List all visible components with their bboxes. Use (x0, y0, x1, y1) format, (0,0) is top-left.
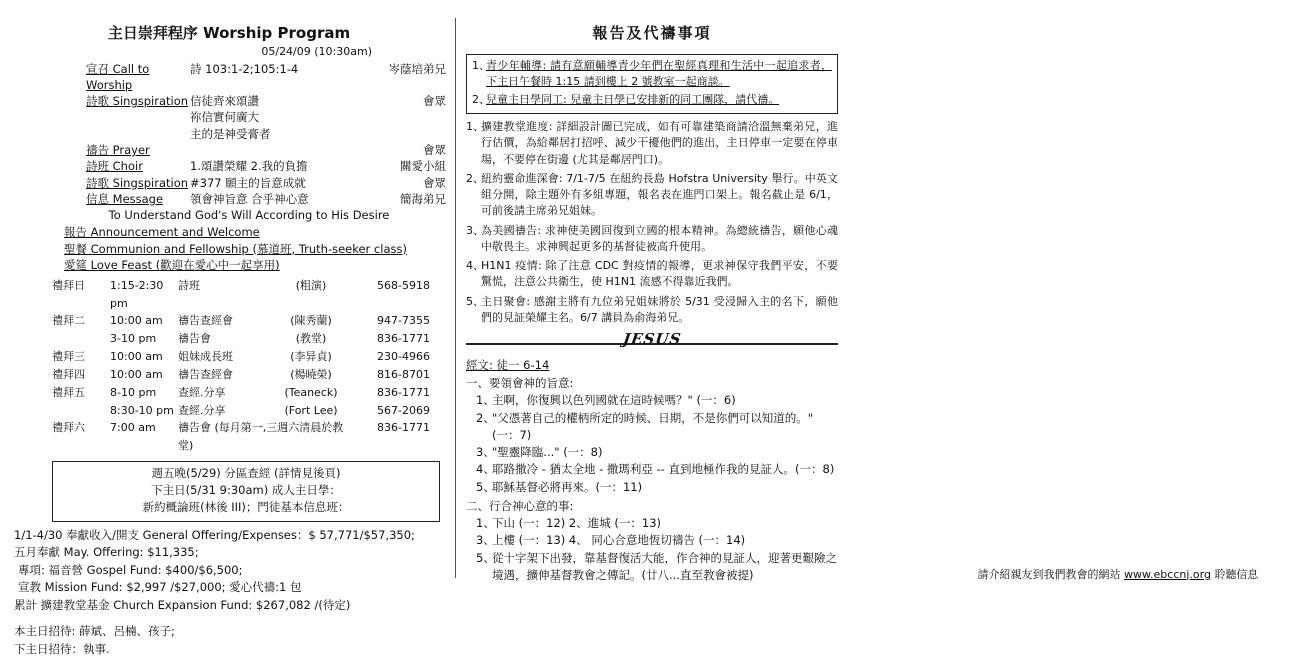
order-detail: 祢信實何廣大 (190, 110, 259, 125)
table-row (52, 419, 450, 455)
announcement-number: 2、 (466, 171, 484, 185)
event-line: 新約概論班(林後 III)；門徒基本信息班： (142, 500, 350, 515)
outline-heading: 二、行合神心意的事: (466, 498, 574, 513)
outline-heading: 一、要領會神的旨意: (466, 376, 574, 391)
announcement-list (466, 119, 838, 326)
order-detail: #377 願主的旨意成就 (190, 175, 306, 190)
meeting-phone: 836-1771 (377, 385, 430, 399)
table-row (52, 348, 450, 366)
announcement-text: 青少年輔導: 請有意願輔導青少年們在聖經真理和生活中一起追求者，下主日午餐時 1:15 請到樓上 2 號教室一起商談。 (486, 58, 832, 88)
section-love-feast: 愛筵 Love Feast (歡迎在愛心中一起享用) (64, 258, 280, 273)
outline-number: 5、 (476, 479, 495, 494)
outline-number: 4、 (476, 462, 495, 477)
order-label: 宣召 Call to Worship (86, 61, 150, 92)
announcement-item (466, 223, 838, 256)
meeting-day: 禮拜三 (52, 350, 85, 364)
outline-text: 主啊，你復興以色列國就在這時候嗎？" (一：6) (492, 393, 736, 408)
order-row (86, 109, 450, 125)
outline-item (476, 479, 838, 496)
announcement-number: 1、 (472, 58, 490, 72)
outline-text: 從十字架下出發，靠基督復活大能，作合神的見証人，迎著更艱險之境遇，擴伸基督教會之傳記。(廿八...直至教會被提) (492, 550, 837, 582)
order-label: 詩歌 Singspiration (86, 175, 189, 190)
meeting-time: 1:15-2:30 pm (110, 278, 164, 310)
section-communion: 聖餐 Communion and Fellowship (慕道班, Truth-seeker class) (64, 241, 407, 256)
outline-text: "聖靈降臨..." (一：8) (492, 445, 603, 460)
announcement-number: 4、 (466, 259, 484, 273)
announcement-text: 擴建教堂進度: 詳細設計圖已完成，如有可靠建築商請洽溫無棄弟兄，進行估價，為給鄰居打招呼、減少干擾他們的進出，主日停車一定要在停車場，不要停在街邊 (尤其是鄰居門口)。 (481, 120, 838, 166)
outline-item (476, 550, 838, 585)
announcement-item (466, 294, 838, 327)
meeting-time: 10:00 am (110, 350, 163, 364)
table-row (52, 330, 450, 348)
footer-suffix: 聆聽信息 (1214, 567, 1259, 581)
order-row (86, 61, 450, 94)
meeting-time: 7:00 am (110, 421, 156, 435)
meeting-phone: 567-2069 (377, 403, 430, 417)
order-detail: 詩 103:1-2;105:1-4 (190, 61, 299, 76)
outline-number: 2、 (476, 410, 495, 425)
meeting-host: (李异貞) (290, 350, 332, 364)
announcement-item (472, 58, 832, 91)
order-label: 詩班 Choir (86, 159, 143, 174)
table-row (52, 384, 450, 402)
order-detail: 領會神旨意 合乎神心意 (190, 192, 309, 207)
meeting-name: 詩班 (178, 278, 200, 292)
worship-order-list (8, 61, 450, 208)
meeting-phone: 230-4966 (377, 350, 430, 364)
ushers-section (8, 622, 450, 659)
jesus-banner-graphic (466, 330, 838, 356)
order-person: 關愛小組 (400, 159, 446, 174)
finance-line: 累計 擴建教堂基金 Church Expansion Fund: $267,082 /(待定) (14, 597, 351, 612)
order-row (86, 175, 450, 191)
meeting-name: 禱告會 (178, 332, 211, 346)
meeting-time: 10:00 am (110, 367, 163, 381)
outline-number: 1、 (476, 516, 495, 531)
finance-line: 專項: 福音營 Gospel Fund: $400/$6,500; (18, 562, 243, 577)
event-line: 週五晚(5/29) 分區查經 (詳情見後頁) (151, 465, 341, 480)
announcement-number: 1、 (466, 120, 484, 133)
weekly-meetings-table (8, 277, 450, 455)
announcement-number: 2、 (472, 92, 490, 106)
meeting-time: 10:00 am (110, 314, 163, 328)
meeting-name: 禱告查經會 (178, 367, 233, 381)
table-row (52, 402, 450, 420)
meeting-name: 禱告會 (每月第一,三週六清晨於教堂) (178, 421, 344, 453)
sermon-scripture: 經文: 徒一 6-14 (466, 358, 550, 373)
announcement-number: 5、 (466, 294, 484, 308)
order-row (86, 93, 450, 109)
meeting-name: 查經.分享 (178, 403, 226, 417)
message-subtitle: To Understand God's Will According to His Desire (108, 208, 390, 223)
ushers-next-week: 下主日招待：執事. (14, 642, 110, 657)
outline-number: 1、 (476, 393, 495, 408)
outline-item (476, 461, 838, 478)
meeting-time: 8-10 pm (110, 385, 157, 399)
footer-prefix: 請介紹親友到我們教會的網站 (977, 567, 1121, 581)
meeting-host: (Fort Lee) (284, 403, 338, 417)
sermon-outline-section (466, 375, 838, 496)
outline-item (476, 515, 838, 532)
finance-line: 宣教 Mission Fund: $2,997 /$27,000; 愛心代禱:1 包 (18, 580, 302, 595)
service-date: 05/24/09 (10:30am) (261, 44, 372, 58)
outline-number: 3、 (476, 533, 495, 548)
upcoming-events-box (52, 461, 440, 522)
meeting-name: 姐妹成長班 (178, 350, 233, 364)
outline-item (476, 392, 838, 409)
announcements-title: 報告及代禱事項 (592, 24, 712, 42)
finance-section (8, 527, 450, 614)
announcement-number: 3、 (466, 223, 484, 237)
order-row (86, 191, 450, 207)
meeting-day: 禮拜二 (52, 314, 85, 328)
order-detail: 1.頌讚榮耀 2.我的負擔 (190, 159, 308, 174)
order-person: 會眾 (423, 143, 446, 158)
column-divider (455, 18, 456, 578)
meeting-phone: 816-8701 (377, 367, 430, 381)
order-detail: 信徒齊來頌讚 (190, 94, 259, 109)
left-column (8, 10, 450, 657)
order-person: 會眾 (423, 94, 446, 109)
meeting-name: 禱告查經會 (178, 314, 233, 328)
finance-line: 1/1-4/30 奉獻收入/開支 General Offering/Expenses：$ 57,771/$57,350; (14, 527, 415, 542)
meeting-host: (楊曉榮) (290, 367, 332, 381)
meeting-phone: 947-7355 (377, 314, 430, 328)
outline-text: 耶穌基督必將再來。(一：11) (492, 479, 643, 494)
outline-text: 上樓 (一：13) 4、 同心合意地恆切禱告 (一：14) (492, 533, 746, 548)
announcement-item (466, 171, 838, 220)
announcement-text: 紐約靈命進深會: 7/1-7/5 在紐約長島 Hofstra University 舉行。中英文組分開，除主題外有多組專題，報名表在進門口架上。報名截止是 6/1，可前後請主席弟兄姐妹。 (481, 171, 838, 218)
meeting-phone: 836-1771 (377, 421, 430, 435)
meeting-phone: 836-1771 (377, 332, 430, 346)
meeting-day: 禮拜四 (52, 367, 85, 381)
table-row (52, 312, 450, 330)
order-person: 簡海弟兄 (400, 192, 446, 207)
ushers-this-week: 本主日招待: 薛斌、呂楠、孩子; (14, 624, 175, 639)
order-person: 岑蔭培弟兄 (388, 61, 446, 76)
order-row (86, 158, 450, 174)
finance-line: 五月奉獻 May. Offering: $11,335; (14, 545, 199, 560)
announcement-item (466, 119, 838, 168)
meeting-phone: 568-5918 (377, 278, 430, 292)
outline-number: 3、 (476, 445, 495, 460)
right-column (466, 10, 1259, 590)
outline-item (476, 532, 838, 549)
order-label: 禱告 Prayer (86, 143, 150, 158)
meeting-host: (陳秀蘭) (290, 314, 332, 328)
church-website-link[interactable]: www.ebccnj.org (1124, 567, 1211, 581)
announcement-item (466, 258, 838, 291)
meeting-time: 3-10 pm (110, 332, 157, 346)
announcement-text: H1N1 疫情: 除了注意 CDC 對疫情的報導，更求神保守我們平安，不要驚慌，注意公共衛生，使 H1N1 流感不得靠近我們。 (481, 259, 838, 289)
table-row (52, 366, 450, 384)
order-label: 詩歌 Singspiration (86, 94, 189, 109)
order-label: 信息 Message (86, 192, 164, 207)
outline-text: 耶路撒冷 - 猶太全地 - 撒瑪利亞 -- 直到地極作我的見証人。(一：8) (492, 462, 835, 477)
meeting-host: (教堂) (295, 332, 327, 346)
order-person: 會眾 (423, 175, 446, 190)
website-footer (932, 568, 1304, 582)
order-row (86, 142, 450, 158)
event-line: 下主日(5/31 9:30am) 成人主日學： (151, 483, 341, 498)
page-title: 主日崇拜程序 Worship Program (107, 24, 351, 42)
meeting-time: 8:30-10 pm (110, 403, 174, 417)
outline-item (476, 444, 838, 461)
outline-text: 下山 (一：12) 2、進城 (一：13) (492, 516, 661, 531)
outline-text: "父憑著自己的權柄所定的時候、日期，不是你們可以知道的。" (一：7) (492, 410, 814, 442)
meeting-day: 禮拜日 (52, 278, 85, 292)
meeting-day: 禮拜五 (52, 385, 85, 399)
announcement-text: 主日聚會: 感謝主將有九位弟兄姐妹將於 5/31 受浸歸入主的名下，願他們的見証榮耀主名。6/7 講員為俞海弟兄。 (481, 294, 838, 324)
outline-number: 5、 (476, 550, 495, 565)
meeting-host: (Teaneck) (284, 385, 338, 399)
section-announcement: 報告 Announcement and Welcome (64, 224, 260, 239)
order-detail: 主的是神受膏者 (190, 126, 271, 141)
announcement-text: 為美國禱告: 求神使美國回復到立國的根本精神。為總統禱告，願他心魂中敬畏主。求神興起更多的基督徒被高升使用。 (481, 223, 838, 253)
sermon-outline-section (466, 498, 838, 584)
order-row (86, 126, 450, 142)
jesus-wordmark: JESUS (621, 330, 683, 349)
outline-item (476, 410, 838, 445)
meeting-name: 查經.分享 (178, 385, 226, 399)
announcement-text: 兒童主日學同工: 兒童主日學已安排新的同工團隊，請代禱。 (486, 92, 780, 106)
meeting-day: 禮拜六 (52, 421, 85, 435)
table-row (52, 277, 450, 313)
announcement-item (472, 92, 832, 109)
meeting-host: (粗演) (295, 278, 327, 292)
highlighted-announcements-box (466, 54, 838, 115)
